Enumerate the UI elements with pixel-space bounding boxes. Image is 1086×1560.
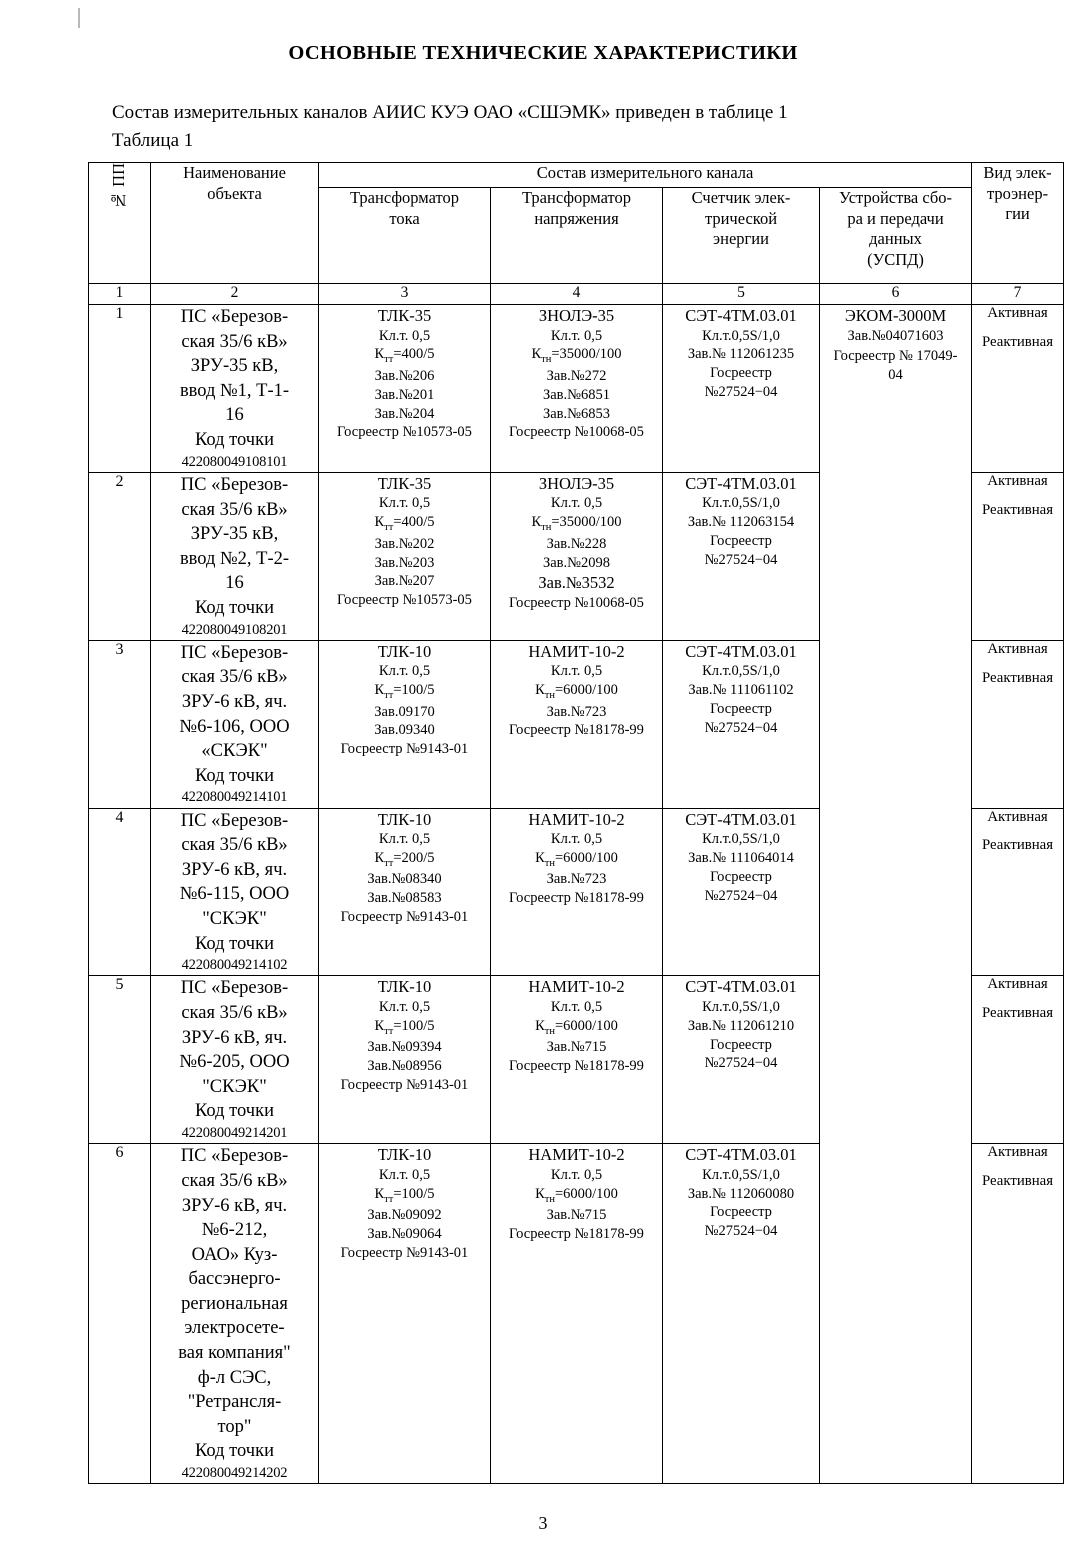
ct-type: ТЛК-35	[377, 473, 432, 493]
object-line: вая компания"	[178, 1343, 291, 1364]
table-head	[89, 163, 1064, 305]
vt-ratio-value: =35000/100	[551, 346, 622, 363]
ct-serial: Зав.№09394	[367, 1039, 442, 1056]
vt-type: НАМИТ-10-2	[528, 1145, 625, 1165]
object-line: региональная	[181, 1293, 288, 1314]
meter-serial: Зав.№ 111061102	[688, 682, 794, 699]
vt-ratio-sub: тн	[541, 522, 552, 534]
row-index: 5	[89, 976, 151, 1144]
vt-registry: Госреестр №18178-99	[509, 722, 644, 739]
ct-type: ТЛК-10	[377, 641, 432, 661]
meter-registry-line1: Госреестр	[710, 533, 772, 550]
ct-ratio-value: =100/5	[393, 682, 435, 699]
object-line: ОАО» Куз-	[191, 1244, 278, 1265]
object-line: №6-205, ООО	[179, 1052, 290, 1073]
vt-ratio-sub: тн	[544, 1193, 555, 1205]
row-object	[151, 808, 319, 976]
ct-ratio-sub: тт	[384, 1193, 394, 1205]
table-header-row-1	[89, 163, 1064, 188]
vt-serial: Зав.№6853	[542, 405, 610, 422]
vt-serial: Зав.№2098	[542, 554, 610, 571]
page-title: ОСНОВНЫЕ ТЕХНИЧЕСКИЕ ХАРАКТЕРИСТИКИ	[288, 42, 798, 64]
ct-registry: Госреестр №9143-01	[340, 909, 469, 926]
vt-ratio-sub: тн	[541, 354, 552, 366]
row-index: 4	[89, 808, 151, 976]
row-uspd	[820, 305, 972, 1484]
row-meter	[663, 472, 820, 640]
row-meter	[663, 1144, 820, 1484]
vt-type: НАМИТ-10-2	[528, 809, 625, 829]
meter-registry-line2: №27524−04	[704, 887, 778, 904]
ct-ratio-value: =100/5	[393, 1185, 435, 1202]
ct-ratio	[319, 1185, 490, 1207]
object-code-label: Код точки	[195, 597, 274, 618]
row-object	[151, 1144, 319, 1484]
object-line: ская 35/6 кВ»	[181, 331, 288, 352]
row-voltage-transformer	[491, 976, 663, 1144]
meter-type: СЭТ-4ТМ.03.01	[685, 306, 797, 326]
object-line: ЗРУ-35 кВ,	[190, 524, 279, 545]
table-body	[89, 305, 1064, 1484]
row-current-transformer	[319, 976, 491, 1144]
header-energy-line2: троэнер-	[986, 183, 1049, 203]
object-line: ПС «Березов-	[180, 810, 289, 831]
vt-serial: Зав.№723	[546, 703, 607, 720]
meter-registry-line2: №27524−04	[704, 551, 778, 568]
energy-reactive: Реактивная	[982, 1005, 1054, 1022]
object-line: №6-106, ООО	[179, 716, 290, 737]
colnum-4: 4	[491, 284, 663, 305]
object-line: ПС «Березов-	[180, 978, 289, 999]
vt-registry: Госреестр №18178-99	[509, 890, 644, 907]
object-line: "СКЭК"	[202, 1076, 267, 1097]
vt-accuracy: Кл.т. 0,5	[550, 1166, 603, 1183]
meter-accuracy: Кл.т.0,5S/1,0	[702, 327, 780, 344]
ct-accuracy: Кл.т. 0,5	[378, 663, 431, 680]
meter-accuracy: Кл.т.0,5S/1,0	[702, 998, 780, 1015]
row-object	[151, 472, 319, 640]
object-line: тор"	[217, 1416, 252, 1437]
object-line: ПС «Березов-	[180, 474, 289, 495]
ct-ratio-label: К	[374, 346, 385, 363]
meter-registry-line1: Госреестр	[710, 1204, 772, 1221]
object-line: №6-115, ООО	[179, 884, 290, 905]
energy-spacer	[972, 323, 1063, 334]
vt-ratio-sub: тн	[544, 689, 555, 701]
ct-registry: Госреестр №9143-01	[340, 1244, 469, 1261]
vt-serial: Зав.№3532	[538, 573, 615, 593]
header-energy-line1: Вид элек-	[983, 163, 1052, 183]
object-code-label: Код точки	[195, 1441, 274, 1462]
ct-ratio	[319, 345, 490, 367]
energy-active: Активная	[987, 640, 1048, 657]
vt-ratio	[491, 1185, 662, 1207]
object-line: ЗРУ-6 кВ, яч.	[181, 859, 288, 880]
vt-serial: Зав.№715	[546, 1039, 607, 1056]
object-code-label: Код точки	[195, 765, 274, 786]
row-meter	[663, 305, 820, 473]
uspd-registry-line2: 04	[888, 367, 903, 384]
ct-accuracy: Кл.т. 0,5	[378, 831, 431, 848]
object-line: бассэнерго-	[188, 1269, 281, 1290]
ct-ratio-label: К	[374, 514, 385, 531]
row-index: 2	[89, 472, 151, 640]
header-uspd-line1: Устройства сбо-	[839, 187, 953, 207]
vt-ratio-label: К	[535, 849, 545, 866]
object-line: ввод №2, Т-2-	[179, 548, 290, 569]
energy-spacer	[972, 826, 1063, 837]
row-current-transformer	[319, 808, 491, 976]
intro-line-1: Состав измерительных каналов АИИС КУЭ ОАО «СШЭМК» приведен в таблице 1	[112, 102, 788, 123]
row-energy-type	[972, 472, 1064, 640]
vt-ratio	[491, 849, 662, 871]
energy-spacer	[972, 994, 1063, 1005]
meter-type: СЭТ-4ТМ.03.01	[685, 1145, 797, 1165]
ct-serial: Зав.№09064	[367, 1225, 442, 1242]
object-line: ская 35/6 кВ»	[181, 499, 288, 520]
ct-ratio-label: К	[374, 1017, 385, 1034]
page-edge-mark	[78, 8, 80, 28]
ct-serial: Зав.№09092	[367, 1207, 442, 1224]
meter-type: СЭТ-4ТМ.03.01	[685, 977, 797, 997]
ct-ratio-sub: тт	[384, 689, 394, 701]
vt-ratio-sub: тн	[544, 1025, 555, 1037]
ct-serial: Зав.№08583	[367, 890, 442, 907]
ct-serial: Зав.№206	[374, 367, 435, 384]
object-line: ф-л СЭС,	[197, 1367, 272, 1388]
object-line: ввод №1, Т-1-	[179, 380, 290, 401]
meter-serial: Зав.№ 112063154	[687, 514, 795, 531]
header-uspd-line4: (УСПД)	[867, 249, 924, 269]
energy-reactive: Реактивная	[982, 501, 1054, 518]
ct-serial: Зав.№08340	[367, 871, 442, 888]
object-line: "Ретрансля-	[187, 1392, 282, 1413]
row-current-transformer	[319, 640, 491, 808]
object-line: ЗРУ-35 кВ,	[190, 356, 279, 377]
colnum-5: 5	[663, 284, 820, 305]
header-cell-object	[151, 163, 319, 284]
meter-registry-line1: Госреестр	[710, 1036, 772, 1053]
ct-ratio-sub: тт	[384, 1025, 394, 1037]
header-energy-line3: гии	[1005, 204, 1030, 224]
ct-accuracy: Кл.т. 0,5	[378, 327, 431, 344]
row-energy-type	[972, 640, 1064, 808]
energy-active: Активная	[987, 305, 1048, 322]
uspd-name: ЭКОМ-3000М	[844, 306, 947, 326]
meter-registry-line1: Госреестр	[710, 868, 772, 885]
colnum-3: 3	[319, 284, 491, 305]
vt-ratio-value: =35000/100	[551, 514, 622, 531]
ct-type: ТЛК-35	[377, 306, 432, 326]
header-cell-number	[89, 163, 151, 284]
colnum-6: 6	[820, 284, 972, 305]
vt-serial: Зав.№715	[546, 1207, 607, 1224]
object-code-value: 422080049214102	[181, 957, 288, 974]
object-line: №6-212,	[201, 1220, 268, 1241]
header-object-line2: объекта	[207, 183, 262, 203]
vt-serial: Зав.№228	[546, 535, 607, 552]
ct-ratio-value: =400/5	[393, 514, 435, 531]
object-code-label: Код точки	[195, 430, 274, 451]
vt-ratio	[491, 681, 662, 703]
energy-reactive: Реактивная	[982, 669, 1054, 686]
meter-registry-line2: №27524−04	[704, 719, 778, 736]
ct-registry: Госреестр №10573-05	[337, 424, 472, 441]
header-vt-line2: напряжения	[534, 208, 619, 228]
energy-spacer	[972, 491, 1063, 502]
object-line: ская 35/6 кВ»	[181, 1170, 288, 1191]
row-meter	[663, 976, 820, 1144]
ct-serial: Зав.№203	[374, 554, 435, 571]
ct-type: ТЛК-10	[377, 977, 432, 997]
meter-serial: Зав.№ 111064014	[688, 849, 794, 866]
object-line: ЗРУ-6 кВ, яч.	[181, 691, 288, 712]
object-line: ПС «Березов-	[180, 307, 289, 328]
header-cell-uspd	[820, 187, 972, 283]
colnum-7: 7	[972, 284, 1064, 305]
table-column-numbers-row	[89, 284, 1064, 305]
vt-accuracy: Кл.т. 0,5	[550, 327, 603, 344]
intro-text	[40, 99, 1046, 154]
table-row	[89, 305, 1064, 473]
vt-ratio	[491, 513, 662, 535]
ct-registry: Госреестр №9143-01	[340, 741, 469, 758]
ct-accuracy: Кл.т. 0,5	[378, 495, 431, 512]
ct-ratio-value: =400/5	[393, 346, 435, 363]
object-line: ская 35/6 кВ»	[181, 1003, 288, 1024]
object-line: ЗРУ-6 кВ, яч.	[181, 1027, 288, 1048]
row-object	[151, 640, 319, 808]
vt-serial: Зав.№723	[546, 871, 607, 888]
ct-accuracy: Кл.т. 0,5	[378, 1166, 431, 1183]
meter-type: СЭТ-4ТМ.03.01	[685, 641, 797, 661]
meter-registry-line1: Госреестр	[710, 700, 772, 717]
meter-serial: Зав.№ 112061235	[687, 346, 795, 363]
object-line: 16	[225, 573, 244, 594]
ct-ratio	[319, 849, 490, 871]
ct-ratio-sub: тт	[384, 522, 394, 534]
meter-serial: Зав.№ 112061210	[687, 1017, 795, 1034]
vt-registry: Госреестр №18178-99	[509, 1058, 644, 1075]
ct-serial: Зав.№204	[374, 405, 435, 422]
page-number: 3	[538, 1513, 548, 1533]
ct-ratio	[319, 513, 490, 535]
header-cell-voltage-transformer	[491, 187, 663, 283]
ct-serial: Зав.№202	[374, 535, 435, 552]
vt-ratio	[491, 1017, 662, 1039]
object-line: ская 35/6 кВ»	[181, 667, 288, 688]
header-meter-line2: трической	[704, 208, 778, 228]
vt-ratio-label: К	[535, 1017, 545, 1034]
meter-accuracy: Кл.т.0,5S/1,0	[702, 663, 780, 680]
ct-registry: Госреестр №9143-01	[340, 1076, 469, 1093]
vt-ratio-value: =6000/100	[554, 1017, 618, 1034]
ct-ratio-label: К	[374, 682, 385, 699]
uspd-registry-line1: Госреестр № 17049-	[833, 347, 958, 364]
ct-serial: Зав.№201	[374, 386, 435, 403]
vt-type: ЗНОЛЭ-35	[538, 473, 615, 493]
row-energy-type	[972, 976, 1064, 1144]
meter-type: СЭТ-4ТМ.03.01	[685, 809, 797, 829]
energy-active: Активная	[987, 472, 1048, 489]
header-object-line1: Наименование	[183, 163, 286, 183]
ct-serial: Зав.09170	[374, 703, 435, 720]
row-voltage-transformer	[491, 305, 663, 473]
header-cell-group: Состав измерительного канала	[319, 163, 972, 188]
object-line: электросете-	[184, 1318, 285, 1339]
object-line: ЗРУ-6 кВ, яч.	[181, 1195, 288, 1216]
header-uspd-line2: ра и передачи	[847, 208, 944, 228]
object-code-label: Код точки	[195, 933, 274, 954]
row-index: 6	[89, 1144, 151, 1484]
vt-registry: Госреестр №18178-99	[509, 1225, 644, 1242]
row-energy-type	[972, 305, 1064, 473]
energy-reactive: Реактивная	[982, 1173, 1054, 1190]
header-cell-current-transformer	[319, 187, 491, 283]
vt-serial: Зав.№272	[546, 367, 607, 384]
ct-ratio	[319, 1017, 490, 1039]
object-line: ПС «Березов-	[180, 642, 289, 663]
energy-active: Активная	[987, 808, 1048, 825]
vt-ratio-value: =6000/100	[554, 849, 618, 866]
energy-active: Активная	[987, 976, 1048, 993]
meter-accuracy: Кл.т.0,5S/1,0	[702, 831, 780, 848]
ct-ratio-sub: тт	[384, 354, 394, 366]
energy-spacer	[972, 1162, 1063, 1173]
ct-ratio-value: =200/5	[393, 849, 435, 866]
row-voltage-transformer	[491, 472, 663, 640]
object-line: "СКЭК"	[202, 909, 267, 929]
row-voltage-transformer	[491, 808, 663, 976]
vt-type: НАМИТ-10-2	[528, 977, 625, 997]
ct-serial: Зав.№08956	[367, 1058, 442, 1075]
vt-type: НАМИТ-10-2	[528, 641, 625, 661]
energy-active: Активная	[987, 1144, 1048, 1161]
header-uspd-line3: данных	[869, 229, 922, 249]
vt-registry: Госреестр №10068-05	[509, 594, 644, 611]
header-meter-line1: Счетчик элек-	[691, 187, 791, 207]
row-object	[151, 976, 319, 1144]
table-caption: Таблица 1	[112, 129, 194, 151]
vt-ratio-label: К	[531, 514, 542, 531]
row-meter	[663, 808, 820, 976]
object-line: ская 35/6 кВ»	[181, 835, 288, 856]
meter-registry-line1: Госреестр	[710, 365, 772, 382]
ct-ratio-label: К	[374, 849, 385, 866]
energy-spacer	[972, 659, 1063, 670]
object-line: «СКЭК"	[201, 741, 268, 762]
meter-registry-line2: №27524−04	[704, 384, 778, 401]
vt-ratio-label: К	[535, 682, 545, 699]
object-code-value: 422080049214101	[181, 789, 288, 806]
measurement-channels-table	[88, 162, 1064, 1484]
object-code-value: 422080049214201	[181, 1125, 288, 1142]
object-code-label: Код точки	[195, 1101, 274, 1122]
row-voltage-transformer	[491, 640, 663, 808]
ct-ratio-sub: тт	[384, 857, 394, 869]
vt-ratio-value: =6000/100	[554, 682, 618, 699]
ct-accuracy: Кл.т. 0,5	[378, 998, 431, 1015]
row-current-transformer	[319, 305, 491, 473]
ct-ratio-value: =100/5	[393, 1017, 435, 1034]
row-voltage-transformer	[491, 1144, 663, 1484]
vt-ratio-sub: тн	[544, 857, 555, 869]
vt-accuracy: Кл.т. 0,5	[550, 831, 603, 848]
vt-ratio-value: =6000/100	[554, 1185, 618, 1202]
uspd-serial: Зав.№04071603	[847, 328, 944, 345]
vt-registry: Госреестр №10068-05	[509, 424, 644, 441]
object-line: 16	[225, 405, 244, 426]
row-energy-type	[972, 1144, 1064, 1484]
header-ct-line1: Трансформатор	[349, 187, 460, 207]
vt-type: ЗНОЛЭ-35	[538, 306, 615, 326]
vt-ratio-label: К	[535, 1185, 545, 1202]
header-number-label: № ПП	[109, 163, 129, 211]
meter-accuracy: Кл.т.0,5S/1,0	[702, 495, 780, 512]
ct-type: ТЛК-10	[377, 1145, 432, 1165]
header-cell-energy-type	[972, 163, 1064, 284]
row-index: 3	[89, 640, 151, 808]
vt-accuracy: Кл.т. 0,5	[550, 998, 603, 1015]
meter-type: СЭТ-4ТМ.03.01	[685, 473, 797, 493]
object-code-value: 422080049108101	[181, 453, 288, 470]
header-cell-meter	[663, 187, 820, 283]
ct-serial: Зав.09340	[374, 722, 435, 739]
ct-registry: Госреестр №10573-05	[337, 592, 472, 609]
header-meter-line3: энергии	[713, 229, 769, 249]
ct-ratio-label: К	[374, 1185, 385, 1202]
energy-reactive: Реактивная	[982, 837, 1054, 854]
object-code-value: 422080049108201	[181, 621, 288, 638]
vt-serial: Зав.№6851	[542, 386, 610, 403]
row-energy-type	[972, 808, 1064, 976]
row-current-transformer	[319, 1144, 491, 1484]
header-ct-line2: тока	[389, 208, 420, 228]
meter-accuracy: Кл.т.0,5S/1,0	[702, 1166, 780, 1183]
object-line: ПС «Березов-	[180, 1146, 289, 1167]
ct-type: ТЛК-10	[377, 809, 432, 829]
energy-reactive: Реактивная	[982, 333, 1054, 350]
colnum-1: 1	[89, 284, 151, 305]
row-meter	[663, 640, 820, 808]
ct-ratio	[319, 681, 490, 703]
vt-accuracy: Кл.т. 0,5	[550, 663, 603, 680]
vt-accuracy: Кл.т. 0,5	[550, 495, 603, 512]
meter-registry-line2: №27524−04	[704, 1055, 778, 1072]
object-code-value: 422080049214202	[181, 1465, 288, 1482]
row-current-transformer	[319, 472, 491, 640]
header-vt-line1: Трансформатор	[521, 187, 632, 207]
row-object	[151, 305, 319, 473]
meter-registry-line2: №27524−04	[704, 1223, 778, 1240]
vt-ratio	[491, 345, 662, 367]
colnum-2: 2	[151, 284, 319, 305]
row-index: 1	[89, 305, 151, 473]
ct-serial: Зав.№207	[374, 573, 435, 590]
meter-serial: Зав.№ 112060080	[687, 1185, 795, 1202]
vt-ratio-label: К	[531, 346, 542, 363]
